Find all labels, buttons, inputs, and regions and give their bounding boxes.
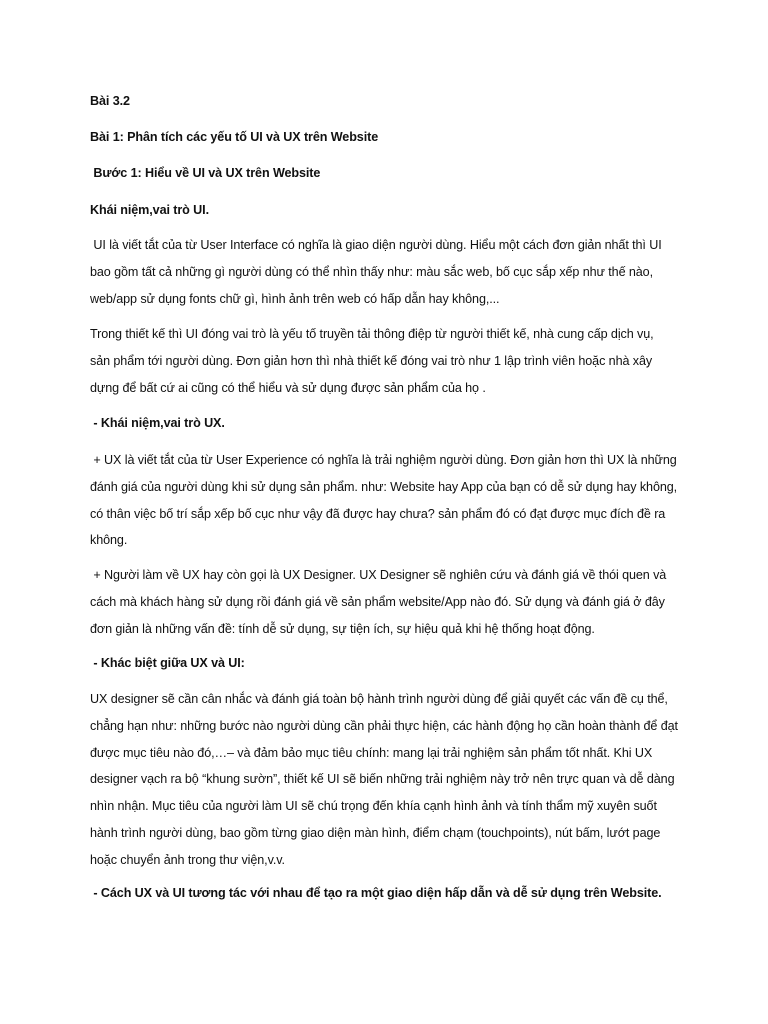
paragraph-line: + UX là viết tắt của từ User Experience có nghĩa là trải nghiệm người dùng. Đơn giản hơn thì UX là những: [90, 453, 677, 467]
paragraph-line: không.: [90, 533, 128, 548]
paragraph-line: + Người làm về UX hay còn gọi là UX Designer. UX Designer sẽ nghiên cứu và đánh giá về thói quen và: [90, 568, 667, 582]
ui-heading: Khái niệm,vai trò UI.: [90, 203, 209, 217]
paragraph-line: đánh giá của người dùng khi sử dụng sản phẩm. như: Website hay App của bạn có dễ sử dụng hay không,: [90, 479, 678, 494]
ux-paragraph-1: [90, 447, 690, 554]
paragraph-line: web/app sử dụng fonts chữ gì, hình ảnh trên web có hấp dẫn hay không,...: [90, 291, 500, 306]
paragraph-line: hoặc chuyển ảnh trong thư viện,v.v.: [90, 852, 285, 867]
paragraph-line: có thân việc bố trí sắp xếp bố cục như vậy đã được hay chưa? sản phẩm đó có đạt được mục đích đề ra: [90, 506, 666, 521]
ui-paragraph-1: [90, 232, 690, 312]
ux-heading: - Khái niệm,vai trò UX.: [90, 416, 225, 430]
paragraph-line: bao gồm tất cả những gì người dùng có thể nhìn thấy như: màu sắc web, bố cục sắp xếp như thế nào,: [90, 264, 653, 279]
diff-paragraph: [90, 686, 690, 874]
step-heading: Bước 1: Hiểu về UI và UX trên Website: [90, 166, 321, 180]
paragraph-line: chẳng hạn như: những bước nào người dùng cần phải thực hiện, các hành động họ cần hoàn thành để đạt: [90, 718, 678, 733]
paragraph-line: sản phẩm tới người dùng. Đơn giản hơn thì nhà thiết kế đóng vai trò như 1 lập trình viên hoặc nhà xây: [90, 353, 653, 368]
lesson-title: Bài 1: Phân tích các yếu tố UI và UX trên Website: [90, 130, 379, 144]
paragraph-line: Trong thiết kế thì UI đóng vai trò là yếu tố truyền tải thông điệp từ người thiết kế, nhà cung cấp dịch vụ,: [90, 327, 654, 341]
paragraph-line: đơn giản là những vấn đề: tính dễ sử dụng, sự tiện ích, sự hiệu quả khi hệ thống hoạt động.: [90, 621, 595, 636]
diff-heading: - Khác biệt giữa UX và UI:: [90, 656, 245, 670]
paragraph-line: hành trình người dùng, bao gồm từng giao diện màn hình, điểm chạm (touchpoints), nút bấm, lướt page: [90, 825, 661, 840]
paragraph-line: dựng để bất cứ ai cũng có thể hiểu và sử dụng được sản phẩm của họ .: [90, 380, 486, 395]
ui-paragraph-2: [90, 321, 690, 401]
doc-heading: Bài 3.2: [90, 94, 130, 108]
interaction-heading: - Cách UX và UI tương tác với nhau để tạo ra một giao diện hấp dẫn và dễ sử dụng trên Website.: [90, 886, 662, 900]
paragraph-line: nhìn nhận. Mục tiêu của người làm UI sẽ chú trọng đến khía cạnh hình ảnh và tính thẩm mỹ xuyên suốt: [90, 799, 657, 814]
paragraph-line: cách mà khách hàng sử dụng rồi đánh giá về sản phẩm website/App nào đó. Sử dụng và đánh giá ở đây: [90, 594, 665, 609]
paragraph-line: designer vạch ra bộ “khung sườn”, thiết kế UI sẽ biến những trải nghiệm này trở nên trực quan và dễ dàng: [90, 772, 675, 787]
ux-paragraph-2: [90, 562, 690, 642]
paragraph-line: UI là viết tắt của từ User Interface có nghĩa là giao diện người dùng. Hiểu một cách đơn giản nhất thì UI: [90, 238, 662, 252]
paragraph-line: UX designer sẽ cần cân nhắc và đánh giá toàn bộ hành trình người dùng để giải quyết các vấn đề cụ thể,: [90, 692, 668, 706]
paragraph-line: được mục tiêu nào đó,…– và đảm bảo mục tiêu chính: mang lại trải nghiệm sản phẩm tốt nhất. Khi UX: [90, 745, 653, 760]
